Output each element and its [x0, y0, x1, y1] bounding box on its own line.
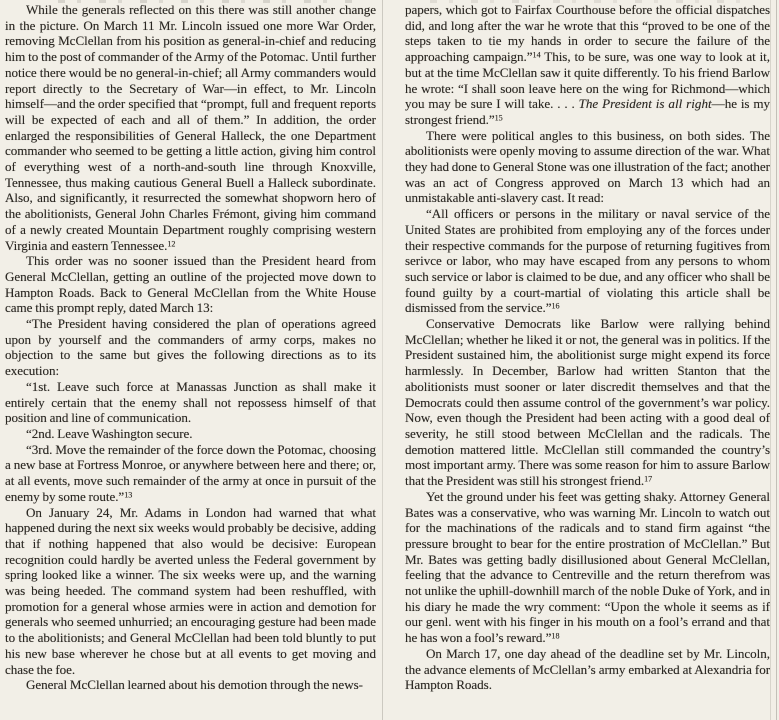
footnote-reference: 17 — [644, 474, 653, 484]
paragraph — [405, 489, 770, 646]
text-segment: Conservative Democrats like Barlow were rallying behind McClellan; whether he liked it or not, the general was in politics. If the President sustained him, the abolitionist surge might expend its force harmlessly. In December, Barlow had written Stanton that the abolitionists must sooner or later discredit themselves and that the Democrats could then assume control of the government’s war policy. Now, even though the President had been acting with a good deal of severity, he still stood between McClellan and the radicals. The demotion mattered little. McClellan still commanded the country’s most important army. There was some reason for him to assure Barlow that the President was still his strongest friend. — [405, 316, 770, 489]
footnote-reference: 18 — [551, 631, 560, 641]
footnote-reference: 16 — [551, 301, 560, 311]
paragraph — [5, 442, 376, 505]
paragraph — [5, 426, 376, 442]
text-segment: On January 24, Mr. Adams in London had warned that what happened during the next six weeks would probably be decisive, adding that if nothing happened that also would be decisive: European recognition could hardly be averted unless the Federal government by spring looked like a winner. The six weeks were up, and the warning was being heeded. The command system had been reshuffled, with promotion for a general whose armies were in action and demotion for generals who seemed unhurried; an encouraging gesture had been made to the abolitionists; and General McClellan had been told bluntly to put his new base wherever he chose but at all events to get moving and chase the foe. — [5, 504, 376, 677]
text-segment: “2nd. Leave Washington secure. — [26, 425, 193, 441]
text-segment: “1st. Leave such force at Manassas Junction as shall make it entirely certain that the enemy shall not repossess himself of that position and line of communication. — [5, 378, 376, 426]
paragraph — [5, 505, 376, 678]
text-segment: On March 17, one day ahead of the deadline set by Mr. Lincoln, the advance elements of McClellan’s army embarked at Alexandria for Hampton Roads. — [405, 645, 770, 693]
text-segment: This order was no sooner issued than the President heard from General McClellan, getting an outline of the projected move down to Hampton Roads. Back to General McClellan from the White House came this prompt reply, dated March 13: — [5, 253, 376, 316]
page-edge-line-outer — [770, 0, 771, 720]
text-segment: papers, which got to Fairfax Courthouse before the official dispatches did, and long after the war he wrote that this “proved to be one of the steps taken to tie my hands in order to secure the failure of the approaching campaign.” — [405, 2, 770, 65]
paragraph — [405, 2, 770, 128]
paragraph — [405, 128, 770, 207]
footnote-reference: 13 — [124, 490, 133, 500]
text-segment: “The President having considered the plan of operations agreed upon by yourself and the commanders of army corps, makes no objection to the same but gives the following directions as to its execution: — [5, 316, 376, 379]
paragraph — [5, 677, 376, 693]
paragraph — [405, 646, 770, 693]
paragraph — [405, 316, 770, 489]
text-segment: General McClellan learned about his demotion through the news- — [26, 677, 363, 693]
text-segment: While the generals reflected on this there was still another change in the picture. On March 11 Mr. Lincoln issued one more War Order, removing McClellan from his position as general-in-chief and reducing him to the post of commander of the Army of the Potomac. Until further notice there would be no general-in-chief; all Army commanders would report directly to the Secretary of War—in effect, to Mr. Lincoln himself—and the order specified that “prompt, full and frequent reports will be expected of each and all of them.” In addition, the order enlarged the responsibilities of General Halleck, the one Department commander who seemed to be getting a little action, giving him control of everything west of a north-and-south line through Knoxville, Tennessee, thus making cautious General Buell a Halleck subordinate. Also, and significantly, it resurrected the somewhat shopworn hero of the abolitionists, General John Charles Frémont, giving him command of a newly created Mountain Department roughly comprising western Virginia and eastern Tennessee. — [5, 2, 376, 253]
column-divider-line — [382, 0, 383, 720]
paragraph — [405, 206, 770, 316]
paragraph — [5, 253, 376, 316]
paragraph — [5, 2, 376, 253]
right-text-column — [405, 2, 770, 718]
text-segment: Yet the ground under his feet was getting shaky. Attorney General Bates was a conservative, who was warning Mr. Lincoln to watch out for the machinations of the radicals and to stand firm against “the pressure brought to bear for the entire prostration of McClellan.” But Mr. Bates was getting badly disillusioned about General McClellan, feeling that the advance to Centreville and the return therefrom was not unlike the uphill-downhill march of the noble Duke of York, and in his diary he made the wry comment: “Upon the whole it seems as if our genl. went with his finger in his mouth on a fool’s errand and that he has won a fool’s reward.” — [405, 488, 770, 646]
paragraph — [5, 379, 376, 426]
left-text-column — [5, 2, 376, 718]
text-segment: The President is all right — [578, 96, 712, 112]
paragraph — [5, 316, 376, 379]
text-segment: There were political angles to this business, on both sides. The abolitionists were openly moving to assume direction of the war. What they had done to General Stone was one illustration of the fact; another was an act of Congress approved on March 13 which had an unmistakable anti-slavery cast. It read: — [405, 127, 770, 206]
page-edge-line-inner — [776, 0, 777, 720]
footnote-reference: 14 — [532, 50, 541, 60]
text-segment: This, to be sure, was one way to look at it, but at the time McClellan saw it quite differently. To his friend Barlow he wrote: “I shall soon leave here on the wing for Richmond—which you may be sure I will take. . . . — [405, 49, 770, 112]
footnote-reference: 12 — [167, 238, 176, 248]
footnote-reference: 15 — [494, 113, 503, 123]
text-segment: “All officers or persons in the military or naval service of the United States are prohibited from employing any of the forces under their respective commands for the purpose of returning fugitives from serivce or labor, who may have escaped from any persons to whom such service or labor is claimed to be due, and any officer who shall be found guilty by a court-martial of violating this article shall be dismissed from the service.” — [405, 206, 770, 316]
text-segment: —he is my strongest friend.” — [405, 96, 770, 127]
text-segment: “3rd. Move the remainder of the force down the Potomac, choosing a new base at Fortress Monroe, or anywhere between here and there; or, at all events, move such remainder of the army at once in pursuit of the enemy by some route.” — [5, 441, 376, 504]
